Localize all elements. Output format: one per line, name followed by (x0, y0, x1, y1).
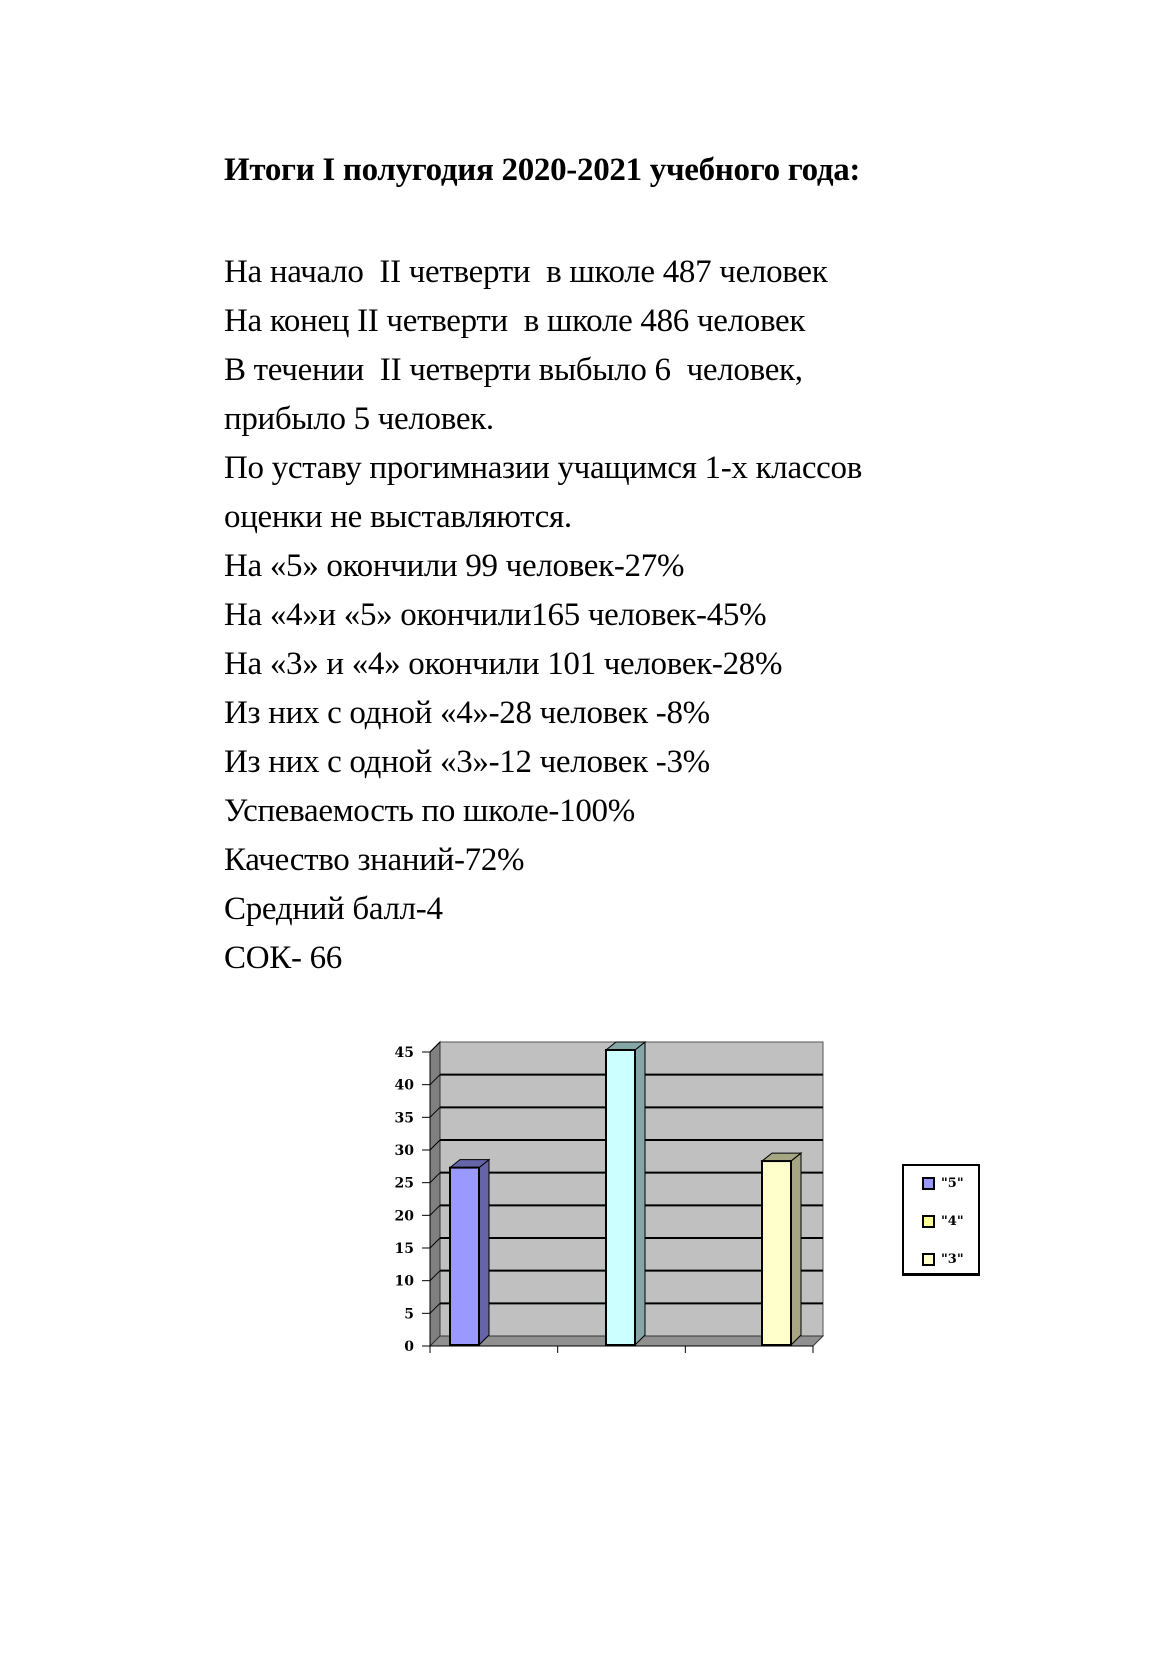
legend-swatch-5 (922, 1177, 935, 1190)
text-line: На «3» и «4» окончили 101 человек-28% (224, 646, 783, 682)
y-tick-label: 40 (394, 1077, 414, 1094)
results-list (224, 248, 862, 983)
text-line: СОК- 66 (224, 940, 342, 976)
y-tick-label: 35 (394, 1110, 414, 1127)
legend-swatch-3 (922, 1253, 935, 1266)
text-line: Качество знаний-72% (224, 842, 525, 878)
bar-2 (762, 1161, 791, 1345)
legend-item (922, 1174, 964, 1192)
bar-side (791, 1153, 801, 1345)
text-line: По уставу прогимназии учащимся 1-х классов (224, 450, 862, 486)
y-tick-label: 30 (394, 1143, 414, 1159)
text-line: Из них с одной «4»-28 человек -8% (224, 695, 710, 731)
y-tick-label: 5 (404, 1306, 414, 1323)
chart-legend (902, 1164, 980, 1276)
legend-label: "4" (941, 1213, 964, 1229)
y-tick-label: 15 (394, 1241, 414, 1257)
y-tick-label: 25 (394, 1175, 414, 1192)
text-line: На «4»и «5» окончили165 человек-45% (224, 597, 767, 633)
y-tick-label: 0 (404, 1339, 414, 1355)
legend-label: "5" (941, 1175, 964, 1191)
legend-item (922, 1250, 964, 1268)
bar-1 (606, 1050, 635, 1345)
text-line: На конец II четверти в школе 486 человек (224, 303, 806, 339)
text-line: оценки не выставляются. (224, 499, 572, 535)
bar-side (635, 1042, 645, 1345)
text-line: Успеваемость по школе-100% (224, 793, 635, 829)
y-tick-label: 45 (394, 1045, 414, 1061)
legend-item (922, 1212, 964, 1230)
legend-label: "3" (941, 1251, 964, 1267)
text-line: На начало II четверти в школе 487 человек (224, 254, 828, 290)
y-tick-label: 20 (394, 1208, 414, 1225)
text-line: прибыло 5 человек. (224, 401, 494, 437)
document-title: Итоги I полугодия 2020-2021 учебного года: (224, 152, 861, 188)
bar-chart (370, 1030, 840, 1370)
text-line: На «5» окончили 99 человек-27% (224, 548, 685, 584)
text-line: В течении II четверти выбыло 6 человек, (224, 352, 803, 388)
bar-0 (450, 1168, 479, 1345)
bar-side (479, 1160, 489, 1345)
plot-side-wall (430, 1042, 440, 1346)
text-line: Средний балл-4 (224, 891, 443, 927)
legend-swatch-4 (922, 1215, 935, 1228)
text-line: Из них с одной «3»-12 человек -3% (224, 744, 710, 780)
y-tick-label: 10 (394, 1273, 414, 1290)
